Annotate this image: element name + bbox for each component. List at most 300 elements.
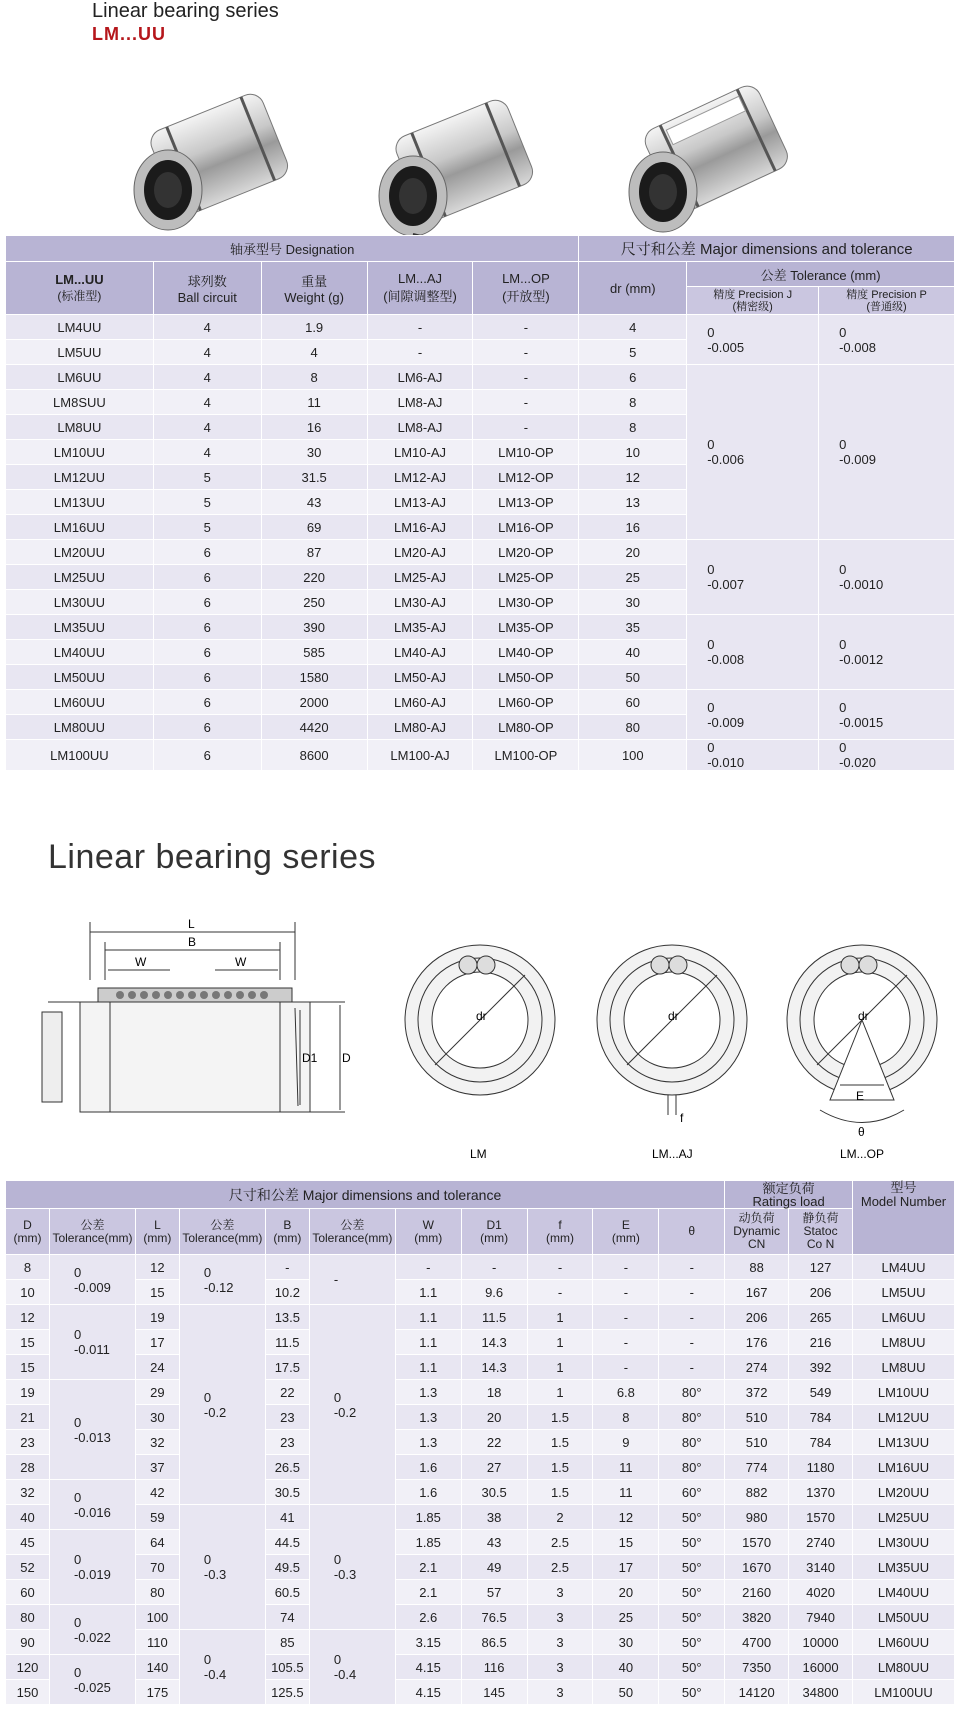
cell-E: 30 — [593, 1630, 659, 1655]
tolerance-j: 0 -0.005 — [687, 315, 819, 365]
cell-static: 16000 — [789, 1655, 853, 1680]
cell-D1: 22 — [461, 1430, 527, 1455]
cell-model: LM25UU — [6, 565, 154, 590]
dimension-diagram — [40, 910, 940, 1170]
open-bearing-image — [615, 74, 795, 244]
cell-static: 127 — [789, 1255, 853, 1280]
cell-W: 1.6 — [395, 1455, 461, 1480]
tolerance-cell: 0 -0.2 — [309, 1305, 395, 1505]
cell-model: LM30UU — [853, 1530, 955, 1555]
cell-D: 15 — [6, 1330, 50, 1355]
cell-f: 1 — [527, 1330, 593, 1355]
cell-op-model: - — [473, 365, 579, 390]
col-header: B (mm) — [265, 1209, 309, 1255]
table-row — [6, 1305, 955, 1330]
cell-model: LM6UU — [853, 1305, 955, 1330]
cell-L: 42 — [135, 1480, 179, 1505]
label-D: D — [342, 1051, 351, 1065]
cell-ball-circuit: 6 — [153, 565, 261, 590]
cell-W: 4.15 — [395, 1680, 461, 1705]
col-ball-circuit: 球列数 Ball circuit — [153, 262, 261, 315]
cell-static: 1570 — [789, 1505, 853, 1530]
cell-ball-circuit: 5 — [153, 515, 261, 540]
tolerance-cell: 0 -0.3 — [179, 1505, 265, 1630]
cell-E: 15 — [593, 1530, 659, 1555]
cell-f: 1.5 — [527, 1480, 593, 1505]
cell-B: 125.5 — [265, 1680, 309, 1705]
cell-B: - — [265, 1255, 309, 1280]
cell-aj-model: LM40-AJ — [367, 640, 473, 665]
cell-L: 24 — [135, 1355, 179, 1380]
cell-D1: 145 — [461, 1680, 527, 1705]
cell-B: 105.5 — [265, 1655, 309, 1680]
cell-weight: 11 — [261, 390, 367, 415]
cell-dr: 6 — [579, 365, 687, 390]
cell-dr: 8 — [579, 390, 687, 415]
cell-weight: 31.5 — [261, 465, 367, 490]
cell-aj-model: LM30-AJ — [367, 590, 473, 615]
cell-theta: - — [659, 1355, 725, 1380]
cell-D: 21 — [6, 1405, 50, 1430]
cell-dynamic: 510 — [725, 1405, 789, 1430]
cell-model: LM8UU — [853, 1355, 955, 1380]
tolerance-cell: 0 -0.022 — [49, 1605, 135, 1655]
label-E: E — [856, 1089, 865, 1103]
cell-ball-circuit: 4 — [153, 315, 261, 340]
cell-model: LM50UU — [6, 665, 154, 690]
cell-static: 392 — [789, 1355, 853, 1380]
cell-model: LM4UU — [6, 315, 154, 340]
tolerance-cell: 0 -0.013 — [49, 1380, 135, 1480]
cell-dr: 35 — [579, 615, 687, 640]
cell-op-model: LM30-OP — [473, 590, 579, 615]
cell-D1: 14.3 — [461, 1330, 527, 1355]
cell-f: 3 — [527, 1680, 593, 1705]
cell-model: LM13UU — [6, 490, 154, 515]
cell-model: LM13UU — [853, 1430, 955, 1455]
cell-static: 216 — [789, 1330, 853, 1355]
cell-D1: 57 — [461, 1580, 527, 1605]
tolerance-cell: 0 -0.009 — [49, 1255, 135, 1305]
tolerance-p: 0 -0.009 — [819, 365, 955, 540]
cell-aj-model: LM8-AJ — [367, 390, 473, 415]
cell-dr: 12 — [579, 465, 687, 490]
cell-D1: 43 — [461, 1530, 527, 1555]
tolerance-cell: 0 -0.025 — [49, 1655, 135, 1705]
col-aj: LM...AJ (间隙调整型) — [367, 262, 473, 315]
cell-model: LM35UU — [6, 615, 154, 640]
cell-E: 11 — [593, 1455, 659, 1480]
cell-weight: 8600 — [261, 740, 367, 771]
cell-B: 44.5 — [265, 1530, 309, 1555]
cell-D1: 27 — [461, 1455, 527, 1480]
cell-D1: 9.6 — [461, 1280, 527, 1305]
cell-static: 4020 — [789, 1580, 853, 1605]
label-f: f — [680, 1111, 684, 1125]
cell-f: 2.5 — [527, 1555, 593, 1580]
cell-f: 1 — [527, 1380, 593, 1405]
cell-model: LM40UU — [6, 640, 154, 665]
cell-D: 32 — [6, 1480, 50, 1505]
cell-theta: 50° — [659, 1605, 725, 1630]
cell-static: 2740 — [789, 1530, 853, 1555]
cell-model: LM16UU — [6, 515, 154, 540]
cell-E: 8 — [593, 1405, 659, 1430]
dimensions-table — [5, 1180, 955, 1705]
cell-dr: 40 — [579, 640, 687, 665]
cell-dynamic: 2160 — [725, 1580, 789, 1605]
label-D1: D1 — [302, 1051, 318, 1065]
cell-D1: 20 — [461, 1405, 527, 1430]
cell-static: 1370 — [789, 1480, 853, 1505]
cell-aj-model: LM20-AJ — [367, 540, 473, 565]
cell-W: 1.85 — [395, 1530, 461, 1555]
cell-model: LM20UU — [6, 540, 154, 565]
cell-D: 90 — [6, 1630, 50, 1655]
designation-group-header: 轴承型号 Designation — [6, 236, 579, 262]
cell-dr: 50 — [579, 665, 687, 690]
cell-L: 19 — [135, 1305, 179, 1330]
caption-lm: LM — [470, 1147, 487, 1161]
tolerance-cell: 0 -0.016 — [49, 1480, 135, 1530]
cell-dynamic: 274 — [725, 1355, 789, 1380]
table-row — [6, 540, 955, 565]
cell-W: 1.1 — [395, 1280, 461, 1305]
cell-D: 12 — [6, 1305, 50, 1330]
cell-W: - — [395, 1255, 461, 1280]
tolerance-cell: 0 -0.019 — [49, 1530, 135, 1605]
model-code: LM...UU — [92, 24, 166, 44]
cell-E: 40 — [593, 1655, 659, 1680]
tolerance-j: 0 -0.007 — [687, 540, 819, 615]
cell-theta: 80° — [659, 1430, 725, 1455]
cell-B: 22 — [265, 1380, 309, 1405]
cell-L: 140 — [135, 1655, 179, 1680]
cell-theta: 50° — [659, 1680, 725, 1705]
cell-dr: 60 — [579, 690, 687, 715]
cell-op-model: LM20-OP — [473, 540, 579, 565]
cell-E: - — [593, 1280, 659, 1305]
cell-dr: 13 — [579, 490, 687, 515]
table-row — [6, 1680, 955, 1705]
cell-dr: 80 — [579, 715, 687, 740]
cell-theta: 50° — [659, 1580, 725, 1605]
col-model: LM...UU (标准型) — [6, 262, 154, 315]
cell-model: LM100UU — [853, 1680, 955, 1705]
cell-theta: 50° — [659, 1555, 725, 1580]
cell-dynamic: 3820 — [725, 1605, 789, 1630]
cell-weight: 69 — [261, 515, 367, 540]
cell-op-model: LM80-OP — [473, 715, 579, 740]
cell-D1: 18 — [461, 1380, 527, 1405]
cell-L: 59 — [135, 1505, 179, 1530]
tolerance-j: 0 -0.006 — [687, 365, 819, 540]
cell-W: 4.15 — [395, 1655, 461, 1680]
table-row — [6, 1280, 955, 1305]
cell-B: 26.5 — [265, 1455, 309, 1480]
cell-ball-circuit: 5 — [153, 465, 261, 490]
cell-static: 784 — [789, 1430, 853, 1455]
cell-f: 1.5 — [527, 1405, 593, 1430]
cell-model: LM80UU — [6, 715, 154, 740]
cell-E: 25 — [593, 1605, 659, 1630]
cell-ball-circuit: 6 — [153, 740, 261, 771]
cell-aj-model: LM12-AJ — [367, 465, 473, 490]
cell-dynamic: 1570 — [725, 1530, 789, 1555]
cell-model: LM60UU — [6, 690, 154, 715]
cell-model: LM8UU — [853, 1330, 955, 1355]
cell-W: 1.3 — [395, 1430, 461, 1455]
cell-aj-model: LM35-AJ — [367, 615, 473, 640]
cell-dynamic: 882 — [725, 1480, 789, 1505]
cell-ball-circuit: 6 — [153, 715, 261, 740]
cell-theta: 60° — [659, 1480, 725, 1505]
cell-D: 19 — [6, 1380, 50, 1405]
cell-E: 11 — [593, 1480, 659, 1505]
cell-f: - — [527, 1255, 593, 1280]
cell-E: 50 — [593, 1680, 659, 1705]
cell-ball-circuit: 6 — [153, 615, 261, 640]
cell-D1: 14.3 — [461, 1355, 527, 1380]
table-row — [6, 1505, 955, 1530]
cell-dynamic: 7350 — [725, 1655, 789, 1680]
tolerance-p: 0 -0.0015 — [819, 690, 955, 740]
cell-theta: 50° — [659, 1505, 725, 1530]
cell-W: 1.1 — [395, 1355, 461, 1380]
cell-E: 20 — [593, 1580, 659, 1605]
cell-L: 37 — [135, 1455, 179, 1480]
cell-D1: 116 — [461, 1655, 527, 1680]
cell-f: 1 — [527, 1305, 593, 1330]
table-row — [6, 315, 955, 340]
cell-model: LM100UU — [6, 740, 154, 771]
table-row — [6, 1430, 955, 1455]
cell-B: 49.5 — [265, 1555, 309, 1580]
cell-L: 17 — [135, 1330, 179, 1355]
cell-op-model: LM35-OP — [473, 615, 579, 640]
cell-model: LM20UU — [853, 1480, 955, 1505]
cell-static: 1180 — [789, 1455, 853, 1480]
cell-aj-model: LM60-AJ — [367, 690, 473, 715]
table-row — [6, 1655, 955, 1680]
cell-D: 60 — [6, 1580, 50, 1605]
cell-theta: - — [659, 1305, 725, 1330]
cell-W: 1.6 — [395, 1480, 461, 1505]
cell-weight: 1580 — [261, 665, 367, 690]
cell-op-model: - — [473, 340, 579, 365]
cell-op-model: - — [473, 390, 579, 415]
cell-W: 3.15 — [395, 1630, 461, 1655]
cell-dr: 100 — [579, 740, 687, 771]
tolerance-j: 0 -0.009 — [687, 690, 819, 740]
label-B: B — [188, 935, 197, 949]
col-header: W (mm) — [395, 1209, 461, 1255]
cell-B: 10.2 — [265, 1280, 309, 1305]
cell-W: 1.3 — [395, 1380, 461, 1405]
table-row — [6, 1605, 955, 1630]
cell-D1: 86.5 — [461, 1630, 527, 1655]
cell-weight: 43 — [261, 490, 367, 515]
cell-dr: 8 — [579, 415, 687, 440]
cell-static: 34800 — [789, 1680, 853, 1705]
cell-model: LM25UU — [853, 1505, 955, 1530]
cell-B: 17.5 — [265, 1355, 309, 1380]
cell-model: LM8UU — [6, 415, 154, 440]
cell-D: 28 — [6, 1455, 50, 1480]
cell-dynamic: 167 — [725, 1280, 789, 1305]
cell-aj-model: LM8-AJ — [367, 415, 473, 440]
cell-dynamic: 14120 — [725, 1680, 789, 1705]
cell-op-model: - — [473, 315, 579, 340]
table-row — [6, 1630, 955, 1655]
cell-aj-model: LM6-AJ — [367, 365, 473, 390]
cell-dr: 20 — [579, 540, 687, 565]
tolerance-cell: 0 -0.12 — [179, 1255, 265, 1305]
cell-aj-model: - — [367, 315, 473, 340]
series-title: Linear bearing series — [92, 0, 279, 22]
cell-model: LM4UU — [853, 1255, 955, 1280]
col-header: 公差 Tolerance(mm) — [179, 1209, 265, 1255]
cell-W: 2.1 — [395, 1580, 461, 1605]
col-header: 动负荷 Dynamic CN — [725, 1209, 789, 1255]
closed-bearing-image — [120, 78, 300, 238]
cell-ball-circuit: 6 — [153, 665, 261, 690]
designation-table — [5, 235, 955, 771]
cell-op-model: LM12-OP — [473, 465, 579, 490]
cell-op-model: - — [473, 415, 579, 440]
cell-f: 1.5 — [527, 1455, 593, 1480]
cell-model: LM40UU — [853, 1580, 955, 1605]
cell-weight: 250 — [261, 590, 367, 615]
cell-D: 15 — [6, 1355, 50, 1380]
tolerance-p: 0 -0.008 — [819, 315, 955, 365]
load-group-header: 额定负荷 Ratings load — [725, 1181, 853, 1209]
cell-ball-circuit: 4 — [153, 415, 261, 440]
table-row — [6, 1355, 955, 1380]
cell-D1: 11.5 — [461, 1305, 527, 1330]
table-row — [6, 615, 955, 640]
cell-model: LM8SUU — [6, 390, 154, 415]
table-row — [6, 1480, 955, 1505]
cell-model: LM80UU — [853, 1655, 955, 1680]
cell-ball-circuit: 6 — [153, 640, 261, 665]
cell-W: 2.1 — [395, 1555, 461, 1580]
cell-weight: 585 — [261, 640, 367, 665]
cell-model: LM35UU — [853, 1555, 955, 1580]
cell-dynamic: 372 — [725, 1380, 789, 1405]
cell-L: 30 — [135, 1405, 179, 1430]
table-row — [6, 1530, 955, 1555]
section-title: Linear bearing series — [48, 838, 377, 876]
cell-ball-circuit: 6 — [153, 540, 261, 565]
cell-dr: 30 — [579, 590, 687, 615]
cell-B: 11.5 — [265, 1330, 309, 1355]
col-header: L (mm) — [135, 1209, 179, 1255]
cell-aj-model: LM100-AJ — [367, 740, 473, 771]
cell-D: 8 — [6, 1255, 50, 1280]
cell-op-model: LM100-OP — [473, 740, 579, 771]
cell-ball-circuit: 6 — [153, 590, 261, 615]
adjustable-bearing-image — [365, 84, 545, 244]
cell-theta: - — [659, 1255, 725, 1280]
tolerance-cell: 0 -0.011 — [49, 1305, 135, 1380]
cell-f: 3 — [527, 1630, 593, 1655]
cell-D: 10 — [6, 1280, 50, 1305]
tolerance-j: 0 -0.008 — [687, 615, 819, 690]
cell-f: 3 — [527, 1655, 593, 1680]
cell-dynamic: 510 — [725, 1430, 789, 1455]
cell-weight: 2000 — [261, 690, 367, 715]
cell-f: 3 — [527, 1580, 593, 1605]
cell-aj-model: LM50-AJ — [367, 665, 473, 690]
cell-L: 80 — [135, 1580, 179, 1605]
cell-op-model: LM13-OP — [473, 490, 579, 515]
cell-model: LM12UU — [853, 1405, 955, 1430]
dims-group-header: 尺寸和公差 Major dimensions and tolerance — [579, 236, 955, 262]
cell-D: 52 — [6, 1555, 50, 1580]
cell-aj-model: - — [367, 340, 473, 365]
table-row — [6, 690, 955, 715]
cell-D1: - — [461, 1255, 527, 1280]
cell-aj-model: LM80-AJ — [367, 715, 473, 740]
cell-model: LM6UU — [6, 365, 154, 390]
cell-weight: 220 — [261, 565, 367, 590]
cell-static: 549 — [789, 1380, 853, 1405]
cell-L: 32 — [135, 1430, 179, 1455]
cell-f: 3 — [527, 1605, 593, 1630]
cell-theta: 80° — [659, 1405, 725, 1430]
cell-aj-model: LM25-AJ — [367, 565, 473, 590]
cell-dynamic: 980 — [725, 1505, 789, 1530]
cell-L: 100 — [135, 1605, 179, 1630]
cell-f: 2 — [527, 1505, 593, 1530]
dims-group-header-2: 尺寸和公差 Major dimensions and tolerance — [6, 1181, 725, 1209]
cell-D: 150 — [6, 1680, 50, 1705]
cell-model: LM60UU — [853, 1630, 955, 1655]
cell-static: 10000 — [789, 1630, 853, 1655]
cell-aj-model: LM16-AJ — [367, 515, 473, 540]
cell-E: 9 — [593, 1430, 659, 1455]
cell-op-model: LM40-OP — [473, 640, 579, 665]
cell-theta: 50° — [659, 1630, 725, 1655]
cell-weight: 8 — [261, 365, 367, 390]
tolerance-cell: 0 -0.4 — [309, 1630, 395, 1705]
table-row — [6, 740, 955, 771]
cell-model: LM50UU — [853, 1605, 955, 1630]
table-row — [6, 1455, 955, 1480]
cell-theta: 80° — [659, 1380, 725, 1405]
tolerance-cell: 0 -0.4 — [179, 1630, 265, 1705]
cell-static: 265 — [789, 1305, 853, 1330]
label-dr-1: dr — [476, 1009, 487, 1023]
cell-D: 40 — [6, 1505, 50, 1530]
cell-W: 1.1 — [395, 1330, 461, 1355]
cell-B: 74 — [265, 1605, 309, 1630]
cell-D: 80 — [6, 1605, 50, 1630]
cell-dynamic: 1670 — [725, 1555, 789, 1580]
cell-dynamic: 4700 — [725, 1630, 789, 1655]
cell-E: - — [593, 1355, 659, 1380]
cell-ball-circuit: 5 — [153, 490, 261, 515]
col-header: D1 (mm) — [461, 1209, 527, 1255]
cell-D1: 38 — [461, 1505, 527, 1530]
col-dr: dr (mm) — [579, 262, 687, 315]
cell-weight: 1.9 — [261, 315, 367, 340]
cell-ball-circuit: 6 — [153, 690, 261, 715]
cell-dr: 25 — [579, 565, 687, 590]
cell-E: - — [593, 1255, 659, 1280]
cell-aj-model: LM13-AJ — [367, 490, 473, 515]
